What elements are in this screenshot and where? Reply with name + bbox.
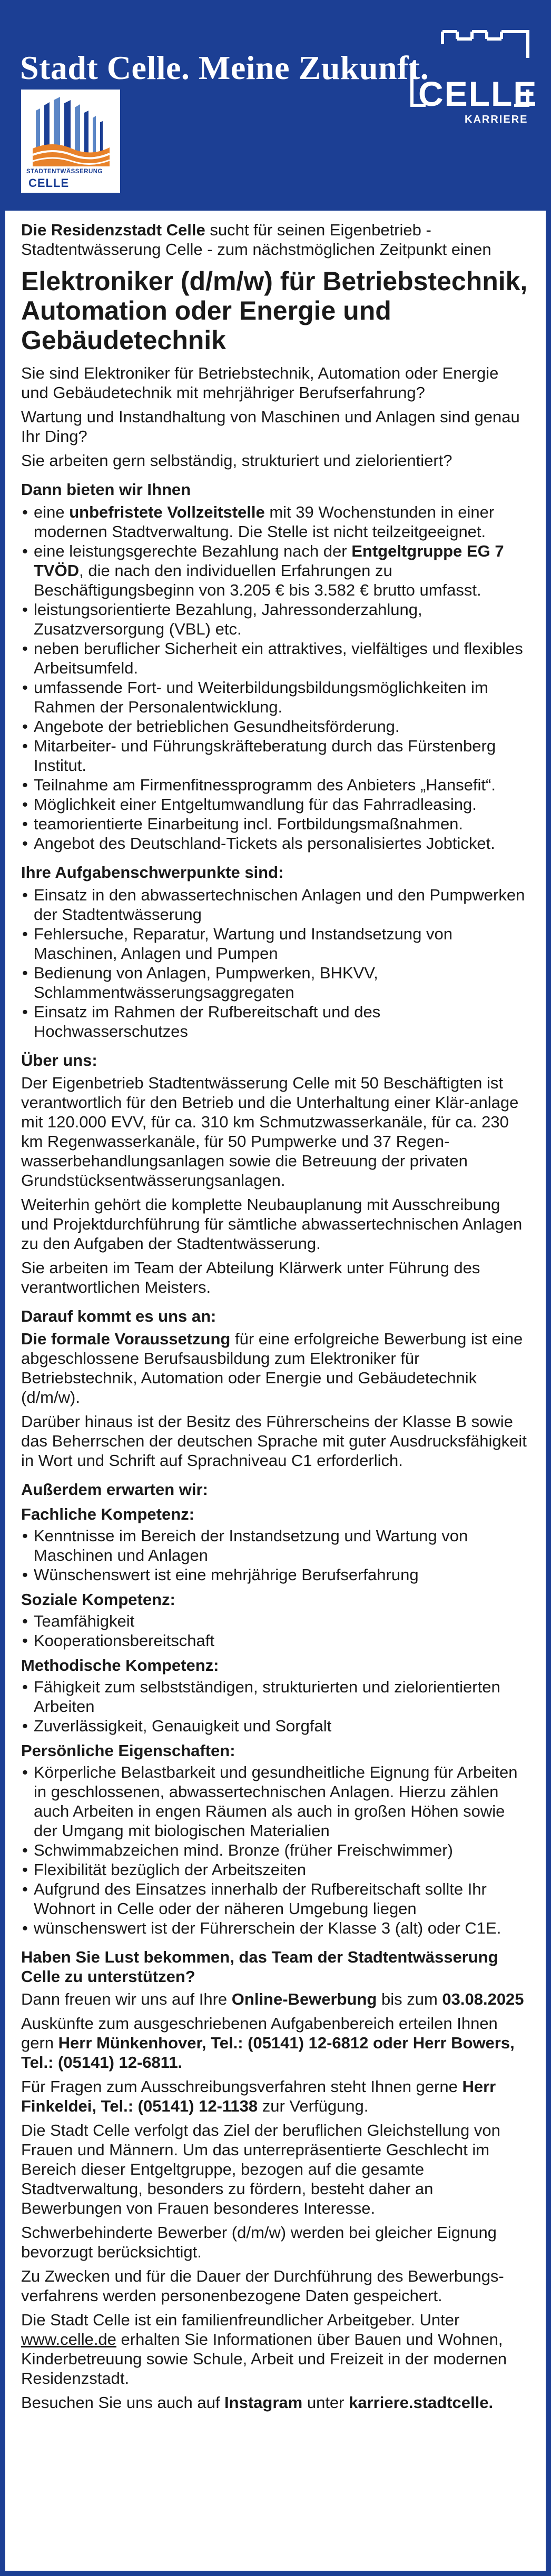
list-item: • leistungsorientierte Bezahlung, Jahressonderzahlung, Zusatzversorgung (VBL) etc. bbox=[21, 600, 530, 639]
offer-item-bold: Entgeltgruppe EG 7 TVÖD bbox=[34, 542, 504, 580]
celle-wordmark: CELLE bbox=[418, 74, 538, 113]
question-1: Sie sind Elektroniker für Betriebstechnik, Automation oder Energie und Gebäudetechnik mit mehrjähriger Berufserfahrung? bbox=[21, 364, 499, 402]
technical-competence-list bbox=[21, 1526, 530, 1584]
contact-text: Auskünfte zum ausgeschriebenen Aufgabenbereich erteilen Ihnen gern bbox=[21, 2014, 498, 2052]
instagram-label: Instagram bbox=[224, 2393, 303, 2412]
methodical-competence-list bbox=[21, 1677, 530, 1736]
contact-paragraph-1 bbox=[21, 2014, 530, 2072]
list-item: • Fähigkeit zum selbstständigen, strukturierten und zielorientierten Arbeiten bbox=[21, 1677, 530, 1716]
karriere-subline: KARRIERE bbox=[465, 114, 528, 125]
list-item: • wünschenswert ist der Führerschein der Klasse 3 (alt) oder C1E. bbox=[21, 1918, 530, 1938]
list-item bbox=[21, 502, 530, 541]
family-paragraph bbox=[21, 2310, 530, 2388]
competence-heading-social: Soziale Kompetenz: bbox=[21, 1590, 175, 1609]
question-3: Sie arbeiten gern selbständig, strukturiert und zielorientiert? bbox=[21, 451, 452, 470]
social-competence-list bbox=[21, 1611, 530, 1650]
tasks-heading: Ihre Aufgabenschwerpunkte sind: bbox=[21, 863, 284, 881]
formal-requirement-text: für eine erfolgreiche Bewerbung ist eine abgeschlossene Berufsausbildung zum Elektroniker für Betriebstechnik, Automation oder Energie und Gebäudetechnik (d/m/w). bbox=[21, 1330, 523, 1406]
list-item: • Mitarbeiter- und Führungskräfteberatung durch das Fürstenberg Institut. bbox=[21, 736, 530, 775]
apply-text: Dann freuen wir uns auf Ihre bbox=[21, 1990, 232, 2008]
contact-text: zur Verfügung. bbox=[258, 2097, 369, 2115]
contact-persons: Herr Münkenhover, Tel.: (05141) 12-6812 oder Herr Bowers, Tel.: (05141) 12-6811. bbox=[21, 2034, 515, 2072]
list-item: • Kooperationsbereitschaft bbox=[21, 1631, 530, 1650]
about-paragraph: Sie arbeiten im Team der Abteilung Klärwerk unter Führung des verantwortlichen Meisters. bbox=[21, 1259, 480, 1296]
instagram-text: Besuchen Sie uns auch auf bbox=[21, 2393, 225, 2412]
list-item: • Fehlersuche, Reparatur, Wartung und Instandsetzung von Maschinen, Anlagen und Pumpen bbox=[21, 924, 530, 963]
instagram-paragraph bbox=[21, 2393, 530, 2412]
list-item: • Körperliche Belastbarkeit und gesundheitliche Eignung für Arbeiten in geschlossenen, abwassertechnischen Anlagen. Hierzu zählen auch Arbeiten in engen Räumen als auch in großen Höhen sowie der Umgang mit biologischen Materialien bbox=[21, 1762, 530, 1840]
formal-requirement-bold: Die formale Voraussetzung bbox=[21, 1330, 231, 1348]
list-item: • Flexibilität bezüglich der Arbeitszeiten bbox=[21, 1860, 530, 1879]
logo-text-celle: CELLE bbox=[28, 176, 70, 190]
offer-item-text: mit 39 Wochenstunden in einer modernen Stadtverwaltung. Die Stelle ist nicht teilzeitgeeignet. bbox=[34, 503, 495, 541]
offer-list bbox=[21, 502, 530, 853]
celle-website-link[interactable]: www.celle.de bbox=[21, 2330, 116, 2349]
list-item: • neben beruflicher Sicherheit ein attraktives, vielfältiges und flexibles Arbeitsumfeld. bbox=[21, 639, 530, 678]
celle-karriere-logo bbox=[406, 26, 538, 125]
logo-text-stadtentwaesserung: STADTENTWÄSSERUNG bbox=[26, 169, 103, 175]
list-item: • Angebot des Deutschland-Tickets als personalisiertes Jobticket. bbox=[21, 834, 530, 853]
closing-question: Haben Sie Lust bekommen, das Team der Stadtentwässerung Celle zu unterstützen? bbox=[21, 1948, 498, 1986]
contact-text: Für Fragen zum Ausschreibungsverfahren steht Ihnen gerne bbox=[21, 2077, 463, 2096]
offer-heading: Dann bieten wir Ihnen bbox=[21, 480, 191, 499]
apply-text: bis zum bbox=[377, 1990, 442, 2008]
equality-paragraph: Die Stadt Celle verfolgt das Ziel der beruflichen Gleichstellung von Frauen und Männern. Um das unterrepräsentierte Geschlecht im Bereich dieser Entgeltgruppe, bezogen auf die gesamte Stadtverwaltung, besonders zu fördern, besteht daher an Bewerbungen von Frauen besonderes Interesse. bbox=[21, 2121, 500, 2217]
instagram-text: unter bbox=[302, 2393, 349, 2412]
list-item: • Wünschenswert ist eine mehrjährige Berufserfahrung bbox=[21, 1565, 530, 1584]
ad-content bbox=[21, 220, 530, 2417]
family-text: Die Stadt Celle ist ein familienfreundlicher Arbeitgeber. Unter bbox=[21, 2311, 460, 2329]
offer-item-text: eine bbox=[34, 503, 70, 521]
question-2: Wartung und Instandhaltung von Maschinen und Anlagen sind genau Ihr Ding? bbox=[21, 408, 520, 445]
personal-traits-list bbox=[21, 1762, 530, 1938]
stadtentwaesserung-logo bbox=[21, 90, 120, 193]
list-item: • Zuverlässigkeit, Genauigkeit und Sorgfalt bbox=[21, 1716, 530, 1736]
competence-heading-methodical: Methodische Kompetenz: bbox=[21, 1656, 219, 1675]
apply-paragraph bbox=[21, 1989, 530, 2009]
offer-item-text: , die nach den individuellen Erfahrungen zu Beschäftigungsbeginn von 3.205 € bis 3.582 € brutto umfasst. bbox=[34, 561, 481, 599]
offer-item-bold: unbefristete Vollzeitstelle bbox=[69, 503, 265, 521]
list-item: • Teilnahme am Firmenfitnessprogramm des Anbieters „Hansefit“. bbox=[21, 775, 530, 795]
competence-heading-technical: Fachliche Kompetenz: bbox=[21, 1505, 194, 1523]
city-skyline-logo-icon bbox=[21, 90, 120, 169]
list-item: • teamorientierte Einarbeitung incl. Fortbildungsmaßnahmen. bbox=[21, 814, 530, 834]
list-item bbox=[21, 541, 530, 600]
about-paragraph: Der Eigenbetrieb Stadtentwässerung Celle mit 50 Beschäftigten ist verantwortlich für den Betrieb und die Unterhaltung einer Klär-anlage mit 120.000 EVV, für ca. 310 km Schmutzwasserkanäle, für ca. 230 km Regenwasserkanäle, für 50 Pumpwerke und 37 Regen-wasserbehandlungsanlagen sowie die Betreuung der privaten Grundstücksentwässerungsanlagen. bbox=[21, 1074, 519, 1190]
competence-heading-personal: Persönliche Eigenschaften: bbox=[21, 1741, 235, 1760]
list-item: • Angebote der betrieblichen Gesundheitsförderung. bbox=[21, 717, 530, 736]
list-item: • Kenntnisse im Bereich der Instandsetzung und Wartung von Maschinen und Anlagen bbox=[21, 1526, 530, 1565]
additional-requirement: Darüber hinaus ist der Besitz des Führerscheins der Klasse B sowie das Beherrschen der deutschen Sprache mit guter Ausdrucksfähigkeit in Wort und Schrift auf Sprachniveau C1 erforderlich. bbox=[21, 1412, 527, 1470]
tasks-list bbox=[21, 885, 530, 1041]
job-title: Elektroniker (d/m/w) für Betriebstechnik, Automation oder Energie und Gebäudetechnik bbox=[21, 266, 528, 355]
employer-name: Die Residenzstadt Celle bbox=[21, 221, 205, 239]
formal-requirement bbox=[21, 1329, 530, 1407]
offer-item-text: eine leistungsgerechte Bezahlung nach der bbox=[34, 542, 352, 560]
header-slogan: Stadt Celle. Meine Zukunft. bbox=[20, 49, 429, 86]
online-application: Online-Bewerbung bbox=[231, 1990, 377, 2008]
family-text: erhalten Sie Informationen über Bauen und Wohnen, Kinderbetreuung sowie Schule, Arbeit und Freizeit in der modernen Residenzstadt. bbox=[21, 2330, 507, 2387]
list-item: • Aufgrund des Einsatzes innerhalb der Rufbereitschaft sollte Ihr Wohnort in Celle oder der näheren Umgebung liegen bbox=[21, 1879, 530, 1918]
intro-paragraph bbox=[21, 220, 530, 259]
list-item: • umfassende Fort- und Weiterbildungsbildungsmöglichkeiten im Rahmen der Personalentwicklung. bbox=[21, 678, 530, 717]
contact-paragraph-2 bbox=[21, 2077, 530, 2116]
list-item: • Schwimmabzeichen mind. Bronze (früher Freischwimmer) bbox=[21, 1840, 530, 1860]
intro-text: sucht für seinen Eigenbetrieb - Stadtentwässerung Celle - zum nächstmöglichen Zeitpunkt einen bbox=[21, 221, 491, 259]
list-item: • Einsatz in den abwassertechnischen Anlagen und den Pumpwerken der Stadtentwässerung bbox=[21, 885, 530, 924]
expectations-heading: Außerdem erwarten wir: bbox=[21, 1480, 208, 1499]
data-protection-paragraph: Zu Zwecken und für die Dauer der Durchführung des Bewerbungs-verfahrens werden personenbezogene Daten gespeichert. bbox=[21, 2267, 504, 2305]
header-band bbox=[0, 0, 551, 211]
disability-paragraph: Schwerbehinderte Bewerber (d/m/w) werden bei gleicher Eignung bevorzugt berücksichtigt. bbox=[21, 2223, 497, 2261]
about-heading: Über uns: bbox=[21, 1051, 97, 1069]
contact-person-procedure: Herr Finkeldei, Tel.: (05141) 12-1138 bbox=[21, 2077, 496, 2115]
application-deadline: 03.08.2025 bbox=[442, 1990, 524, 2008]
list-item: • Möglichkeit einer Entgeltumwandlung für das Fahrradleasing. bbox=[21, 795, 530, 814]
list-item: • Einsatz im Rahmen der Rufbereitschaft und des Hochwasserschutzes bbox=[21, 1002, 530, 1041]
list-item: • Teamfähigkeit bbox=[21, 1611, 530, 1631]
about-paragraph: Weiterhin gehört die komplette Neubauplanung mit Ausschreibung und Projektdurchführung für sämtliche abwassertechnischen Anlagen zu den Aufgaben der Stadtentwässerung. bbox=[21, 1195, 523, 1253]
list-item: • Bedienung von Anlagen, Pumpwerken, BHKVV, Schlammentwässerungsaggregaten bbox=[21, 963, 530, 1002]
requirements-heading: Darauf kommt es uns an: bbox=[21, 1307, 217, 1325]
instagram-handle: karriere.stadtcelle. bbox=[349, 2393, 494, 2412]
